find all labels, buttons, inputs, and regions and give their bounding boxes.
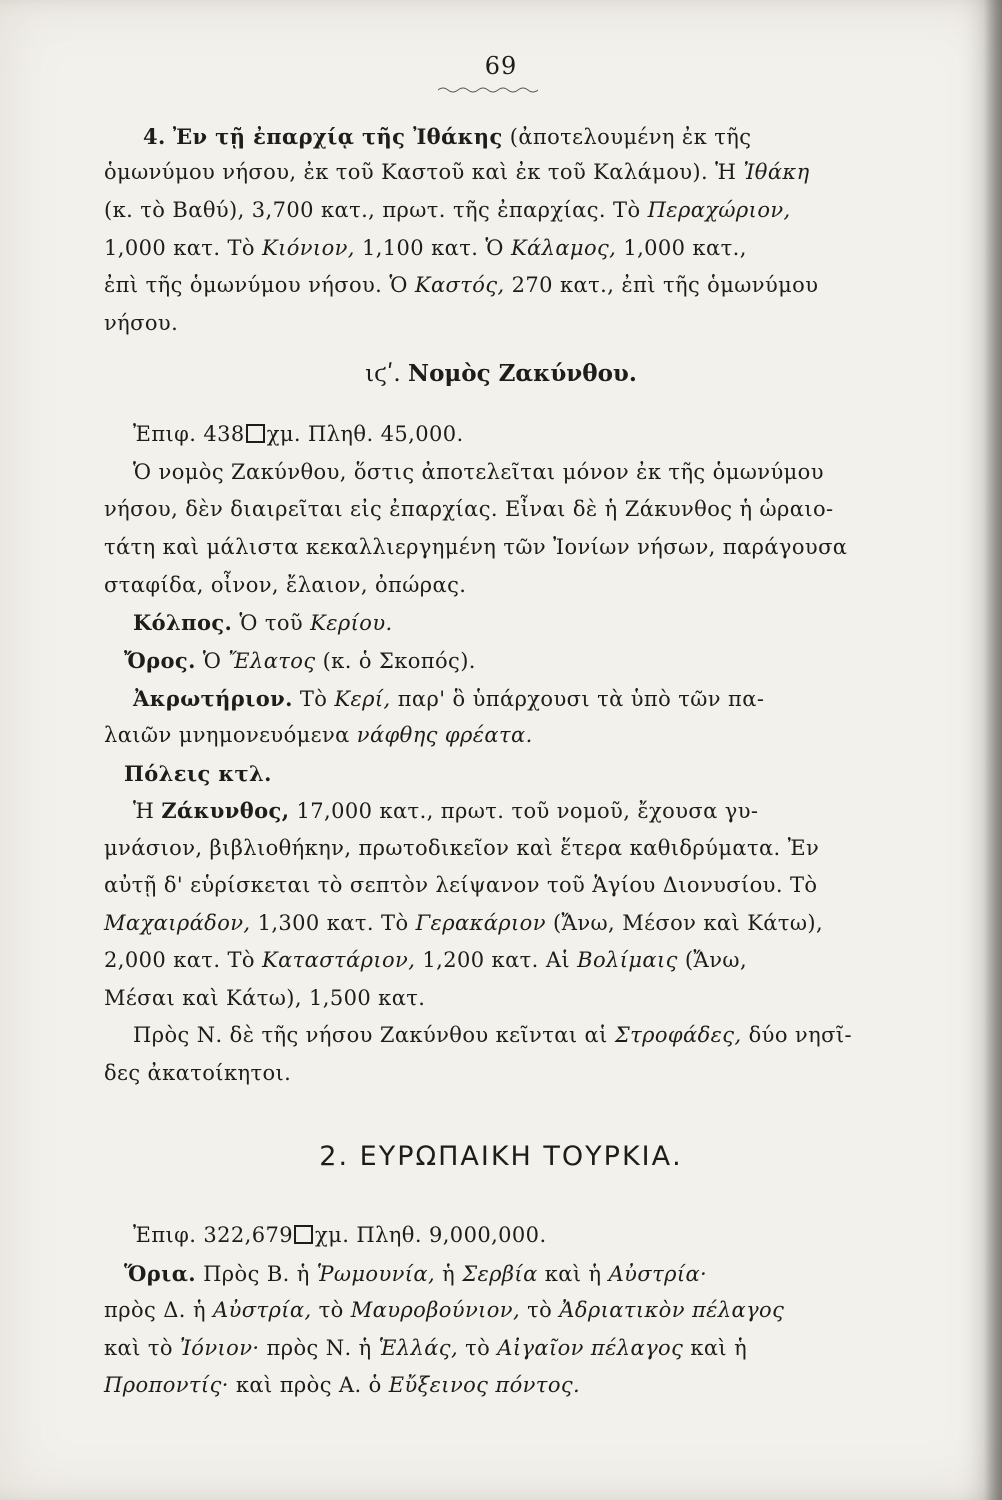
kolpos-line — [133, 610, 393, 635]
text: τάτη καὶ μάλιστα κεκαλλιεργημένη τῶν Ἰονίων νήσων, παράγουσα — [104, 535, 848, 559]
strofades-line2 — [104, 1061, 291, 1085]
text: 270 κατ., ἐπὶ τῆς ὁμωνύμου — [511, 273, 819, 297]
text: ὁμωνύμου νήσου, ἐκ τοῦ Καστοῦ καὶ ἐκ τοῦ Καλάμου). Ἡ — [104, 160, 737, 184]
text: καὶ πρὸς Α. ὁ — [235, 1373, 382, 1397]
place-name: Αὐστρία· — [608, 1262, 708, 1286]
zakynthos-city-line2 — [104, 836, 819, 860]
text: 1,300 κατ. Τὸ — [257, 911, 409, 935]
text: νήσου. — [104, 311, 179, 335]
text: πρὸς Ν. ἡ — [266, 1336, 372, 1360]
oria-line1 — [124, 1261, 707, 1286]
text: (κ. τὸ Βαθύ), 3,700 κατ., πρωτ. τῆς ἐπαρχίας. Τὸ — [104, 198, 641, 222]
text: Ἐπιφ. 438 — [133, 422, 245, 446]
place-name: Στροφάδες, — [614, 1023, 742, 1047]
zakynthos-city-line4 — [104, 911, 823, 935]
text: (κ. ὁ Σκοπός). — [322, 649, 476, 673]
section4-line4 — [104, 236, 747, 260]
text: αὐτῇ δ' εὑρίσκεται τὸ σεπτὸν λείψανον τοῦ Ἁγίου Διονυσίου. Τὸ — [104, 873, 818, 897]
text: χμ. Πληθ. 45,000. — [266, 422, 464, 446]
place-name: Καταστάριον, — [262, 948, 416, 972]
text: παρ' ὃ ὑπάρχουσι τὰ ὑπὸ τῶν πα- — [397, 687, 765, 711]
square-symbol-icon — [246, 424, 265, 443]
oria-line2 — [104, 1298, 784, 1322]
label: Ἀκρωτήριον. — [133, 686, 293, 711]
place-name: Κερίου. — [310, 611, 393, 635]
text: Πρὸς Β. ἡ — [203, 1262, 310, 1286]
place-name: Μαυροβούνιον, — [350, 1298, 521, 1322]
place-name: Ἰόνιον· — [179, 1336, 260, 1360]
section-number: ιϛʹ. — [365, 361, 401, 387]
place-name: Προποντίς· — [104, 1373, 229, 1397]
label: Πόλεις κτλ. — [124, 761, 272, 786]
text: (Ἄνω, Μέσον καὶ Κάτω), — [552, 911, 824, 935]
place-name: Βολίμαις — [577, 948, 678, 972]
text: Ὁ τοῦ — [239, 611, 304, 635]
text: (Ἄνω, — [684, 948, 748, 972]
text: καὶ ἡ — [690, 1336, 748, 1360]
square-symbol-icon — [294, 1225, 313, 1244]
akrotirion-line2 — [104, 723, 533, 747]
section4-line1 — [143, 124, 751, 149]
text: νήσου, δὲν διαιρεῖται εἰς ἐπαρχίας. Εἶναι δὲ ἡ Ζάκυνθος ἡ ὡραιο- — [104, 497, 834, 521]
text: 1,200 κατ. Αἱ — [422, 948, 571, 972]
text: τὸ — [527, 1298, 553, 1322]
section4-line2 — [104, 160, 810, 184]
place-name: Ἰθάκη — [743, 160, 810, 184]
section4-line3 — [104, 198, 791, 222]
zakynthos-stats — [133, 422, 464, 446]
text: Πρὸς Ν. δὲ τῆς νήσου Ζακύνθου κεῖνται αἱ — [133, 1023, 608, 1047]
place-name: Ἀδριατικὸν πέλαγος — [559, 1298, 785, 1322]
akrotirion-line1 — [133, 686, 764, 711]
text: καὶ τὸ — [104, 1336, 173, 1360]
text: δύο νησῖ- — [748, 1023, 852, 1047]
text: 2,000 κατ. Τὸ — [104, 948, 255, 972]
text: τὸ — [318, 1298, 344, 1322]
label: Ὅρια. — [124, 1261, 196, 1286]
page-number: 69 — [484, 52, 518, 80]
place-name: Κερί, — [334, 687, 391, 711]
bold-place-name: Ζάκυνθος, — [161, 798, 290, 823]
text: Ἐπιφ. 322,679 — [133, 1223, 294, 1247]
place-name: Αἰγαῖον πέλαγος — [497, 1336, 684, 1360]
zakynthos-city-line3 — [104, 873, 817, 897]
text: Τὸ — [299, 687, 328, 711]
text: 1,000 κατ., — [623, 236, 747, 260]
text: Ἡ — [133, 799, 155, 823]
section4-heading: Ἐν τῇ ἐπαρχίᾳ τῆς Ἰθάκης — [172, 124, 503, 149]
place-name: Ἔλατος — [228, 649, 316, 673]
section4-number: 4. — [143, 124, 166, 149]
text: τὸ — [465, 1336, 491, 1360]
oros-line — [124, 648, 476, 673]
zakynthos-para-line3 — [104, 535, 847, 559]
section-title: Νομὸς Ζακύνθου. — [408, 360, 637, 387]
text: Μέσαι καὶ Κάτω), 1,500 κατ. — [104, 986, 426, 1010]
label: Κόλπος. — [133, 610, 233, 635]
oria-line3 — [104, 1336, 747, 1360]
zakynthos-para-line4 — [104, 573, 466, 597]
place-name: Κάλαμος, — [510, 236, 617, 260]
section-heading-zakynthos — [0, 360, 1002, 387]
zakynthos-city-line5 — [104, 948, 747, 972]
place-name: Μαχαιράδον, — [104, 911, 251, 935]
text: χμ. Πληθ. 9,000,000. — [315, 1223, 547, 1247]
text: λαιῶν μνημονευόμενα — [104, 723, 350, 747]
turkey-stats — [133, 1223, 547, 1247]
zakynthos-para-line2 — [104, 497, 834, 521]
text: Ὁ νομὸς Ζακύνθου, ὅστις ἀποτελεῖται μόνον ἐκ τῆς ὁμωνύμου — [133, 460, 824, 484]
page-number-ornament — [438, 86, 538, 94]
zakynthos-city-line1 — [133, 798, 758, 823]
text: πρὸς Δ. ἡ — [104, 1298, 206, 1322]
strofades-line1 — [133, 1023, 852, 1047]
italic-text: νάφθης φρέατα. — [356, 723, 533, 747]
text: μνάσιον, βιβλιοθήκην, πρωτοδικεῖον καὶ ἕτερα καθιδρύματα. Ἐν — [104, 836, 820, 860]
zakynthos-para-line1 — [133, 460, 824, 484]
place-name: Ἑλλάς, — [378, 1336, 459, 1360]
text: ἐπὶ τῆς ὁμωνύμου νήσου. Ὁ — [104, 273, 408, 297]
text: δες ἀκατοίκητοι. — [104, 1061, 292, 1085]
text: σταφίδα, οἶνον, ἔλαιον, ὀπώρας. — [104, 573, 467, 597]
section4-text: (ἀποτελουμένη ἐκ τῆς — [509, 125, 752, 149]
text: καὶ ἡ — [544, 1262, 602, 1286]
oria-line4 — [104, 1373, 580, 1397]
zakynthos-city-line6 — [104, 986, 425, 1010]
text: ἡ — [442, 1262, 456, 1286]
place-name: Καστός, — [414, 273, 505, 297]
section4-line6 — [104, 311, 178, 335]
section-heading-european-turkey: 2. ΕΥΡΩΠΑΙΚΗ ΤΟΥΡΚΙΑ. — [319, 1141, 683, 1172]
section4-line5 — [104, 273, 818, 297]
poleis-line — [124, 761, 272, 786]
place-name: Περαχώριον, — [647, 198, 791, 222]
place-name: Αὐστρία, — [213, 1298, 312, 1322]
place-name: Εὔξεινος πόντος. — [388, 1373, 581, 1397]
place-name: Σερβία — [462, 1262, 538, 1286]
label: Ὄρος. — [124, 648, 196, 673]
text: 17,000 κατ., πρωτ. τοῦ νομοῦ, ἔχουσα γυ- — [296, 799, 759, 823]
text: Ὁ — [202, 649, 222, 673]
place-name: Γερακάριον — [415, 911, 546, 935]
text: 1,100 κατ. Ὁ — [361, 236, 504, 260]
place-name: Κιόνιον, — [262, 236, 355, 260]
text: 1,000 κατ. Τὸ — [104, 236, 255, 260]
place-name: Ῥωμουνία, — [316, 1262, 436, 1286]
